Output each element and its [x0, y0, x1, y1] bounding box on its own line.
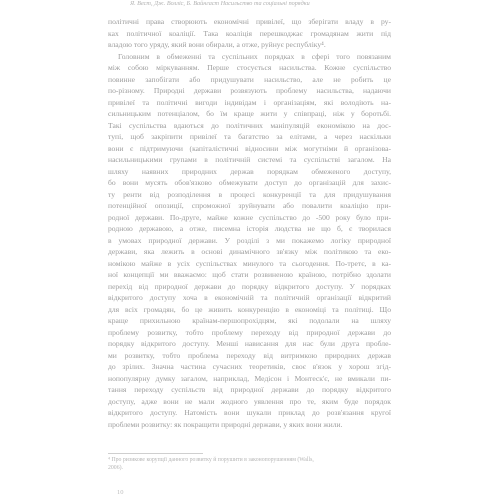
text-line: в умовах природної держави. У розділі з ми покажемо логіку природної: [108, 235, 391, 245]
text-line: для всіх громадян, бо це живить конкуренцію в економіці та політиці. Що: [108, 304, 391, 314]
footnote-line: ⁴ Про ризикове корупції данного розвитку й порушити в законопорушенням (Walls,: [108, 457, 314, 463]
text-line: ми розвитку, тобто проблема переходу від витримкою природних держав: [108, 350, 391, 360]
text-line: Головним в обмеженні та суспільних порядках в сфері того повязаним: [118, 51, 391, 61]
text-line: тання переходу суспільств від природної держави до порядку відкритого: [108, 385, 391, 394]
body-text: [108, 16, 391, 430]
text-line: потенційної опозиції, спроможної зруйнувати або повалити коаліцію при-: [108, 201, 391, 210]
text-line: порядку відкритого доступу. Менші нависання для нас були друга пробле-: [108, 339, 391, 348]
page-number: 10: [117, 489, 124, 496]
text-line: Такі суспільства вдаються до політичних маніпуляцій економікою на дос-: [108, 120, 391, 130]
text-line: політичні права створюють економічні привілеї, що зберігати владу в ру-: [108, 17, 391, 26]
text-line: краще прихильною країнам-першопрохідцям, які подолали на шляху: [108, 316, 391, 325]
text-line: владою того уряду, який вони обирали, а отже, руйнує республіку⁴.: [108, 40, 326, 49]
text-line: доступу, адже вони не мали жодного уявлення про те, яким буде порядок: [108, 396, 391, 406]
running-head: Я. Вест, Дж. Волліс, Б. Вайнгаст Насильство та соціальні порядки: [130, 0, 310, 7]
text-line: повинне запобігати або придушувати насильство, але не робить це: [108, 74, 391, 84]
footnote-line: 2006).: [108, 465, 123, 471]
text-line: родною державою, а отже, писемна історія людства не що б, є творилася: [108, 224, 391, 233]
text-line: ках політичної коаліції. Така коаліція перешкоджає громадянам жити під: [108, 28, 391, 38]
text-line: родної держави. По-друге, майже кожне суспільство до -500 року було при-: [108, 212, 391, 222]
text-line: нопопулярну думку загалом, наприклад, Медісон і Монтеск'є, не вмикали пи-: [108, 373, 391, 383]
text-line: насильницькими групами в політичній системі та суспільстві загалом. На: [108, 155, 391, 164]
text-line: ту ренти від розподілення в процесі конкуренції та для придушування: [108, 189, 391, 199]
text-line: бо вони мусять обов'язково обмежувати доступ до організацій для захис-: [108, 178, 391, 187]
text-line: ної концепції ми вважаємо: щоб стати розвиненою країною, потрібно здолати: [108, 270, 391, 279]
text-line: перехід від природної держави до порядку відкритого доступу. У порядках: [108, 281, 391, 291]
text-line: тупі, щоб закріпити привілеї та багатство за елітами, а через наскільки: [108, 132, 391, 141]
text-line: привілеї та політичні вигоди індивідам і організаціям, які володіють на-: [108, 97, 391, 107]
text-line: держави, яка лежить в основі динамічного зв'язку між політикою та еко-: [108, 247, 391, 256]
text-line: сильницьким потенціалом, бо їм краще жити у співпраці, ніж у боротьбі.: [108, 109, 391, 118]
text-line: між собою міркуванням. Перше стосується насильства. Кожне суспільство: [108, 63, 391, 72]
footnote-rule: [108, 453, 203, 454]
text-line: проблеми розвитку: як покращити природні держави, у яких вони жили.: [108, 419, 343, 429]
text-line: відкритого доступу хоча в економічній та політичній організації відкритий: [108, 293, 391, 302]
footnote: [108, 456, 391, 472]
text-line: номікою майже в усіх суспільствах минулого та сьогодення. По-третє, в ка-: [108, 258, 391, 268]
text-line: по-різному. Природні держави розвязують проблему насильства, надаючи: [108, 86, 391, 95]
text-line: проблему розвитку, тобто проблему переходу від природної держави до: [108, 327, 391, 337]
text-line: вони є підтримуючи (капіталістичні відносини між могутніми й організова-: [108, 143, 391, 153]
text-line: відкритого доступу. Натомість вони шукали приклад до розв'язання кругої: [108, 408, 391, 417]
text-line: до зрілих. Значна частина сучасних теоретиків, своє в'язок у хорош згід-: [108, 362, 391, 371]
text-line: шляху наявних природних держав порядкам обмеженого доступу,: [108, 166, 391, 176]
